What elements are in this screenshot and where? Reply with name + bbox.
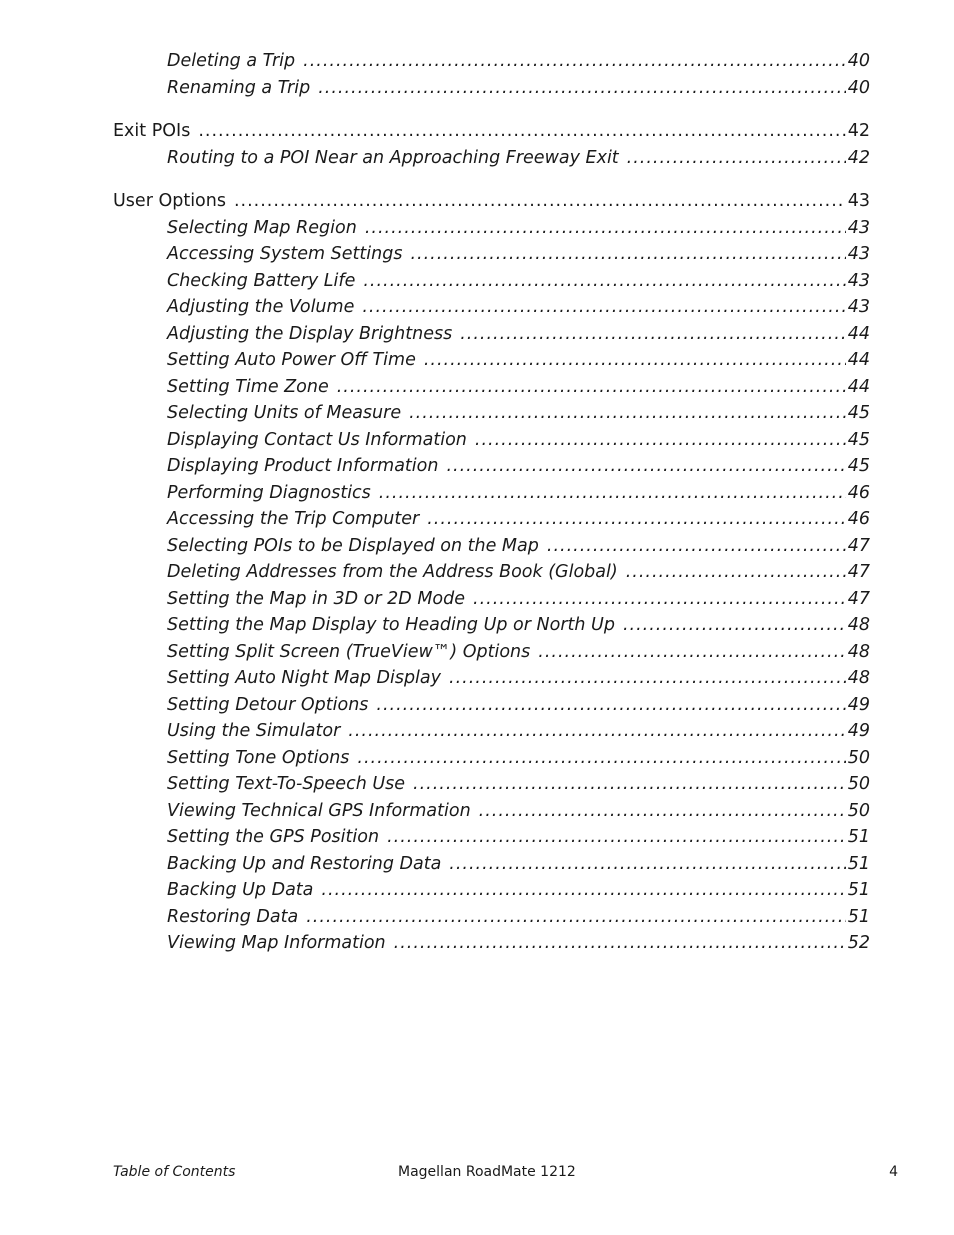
- toc-dot-leader: [449, 851, 845, 878]
- toc-dot-leader: [379, 480, 846, 507]
- toc-entry-page: 44: [847, 323, 870, 344]
- toc-entry-title: Displaying Product Information: [167, 456, 439, 476]
- toc-entry-title: Accessing System Settings: [167, 244, 403, 264]
- toc-subsection-entry[interactable]: [167, 241, 870, 268]
- toc-entry-title: Setting the Map Display to Heading Up or North Up: [167, 615, 615, 635]
- toc-dot-leader: [626, 559, 846, 586]
- toc-dot-leader: [409, 400, 846, 427]
- toc-entry-page: 43: [847, 191, 870, 211]
- toc-dot-leader: [538, 639, 845, 666]
- toc-entry-title: Routing to a POI Near an Approaching Freeway Exit: [167, 147, 619, 168]
- toc-subsection-entry[interactable]: [167, 268, 870, 295]
- footer-page-number: 4: [889, 1164, 898, 1180]
- toc-group: [0, 118, 954, 171]
- toc-entry-page: 47: [847, 535, 870, 556]
- toc-entry-page: 43: [847, 217, 870, 238]
- toc-entry-page: 42: [847, 147, 870, 168]
- toc-subsection-entry[interactable]: [167, 612, 870, 639]
- toc-entry-page: 40: [847, 51, 870, 71]
- toc-entry-title: Using the Simulator: [167, 721, 341, 741]
- toc-dot-leader: [376, 692, 845, 719]
- toc-entry-title: Setting the GPS Position: [167, 827, 380, 847]
- toc-dot-leader: [473, 586, 846, 613]
- toc-entry-title: User Options: [113, 191, 226, 211]
- toc-entry-title: Setting the Map in 3D or 2D Mode: [167, 588, 466, 609]
- toc-subsection-entry[interactable]: [167, 145, 870, 172]
- toc-dot-leader: [623, 612, 846, 639]
- toc-entry-page: 49: [847, 721, 870, 741]
- toc-entry-title: Viewing Technical GPS Information: [167, 800, 471, 821]
- toc-entry-page: 47: [847, 588, 870, 609]
- toc-entry-title: Restoring Data: [167, 906, 299, 927]
- toc-subsection-entry[interactable]: [167, 559, 870, 586]
- toc-dot-leader: [394, 930, 846, 957]
- toc-subsection-entry[interactable]: [167, 639, 870, 666]
- toc-subsection-entry[interactable]: [167, 665, 870, 692]
- toc-entry-page: 50: [847, 800, 870, 821]
- toc-subsection-entry[interactable]: [167, 851, 870, 878]
- toc-dot-leader: [318, 75, 846, 102]
- toc-entry-title: Performing Diagnostics: [167, 482, 371, 503]
- toc-dot-leader: [446, 453, 845, 480]
- toc-dot-leader: [303, 48, 846, 75]
- page-footer: [113, 1163, 898, 1181]
- toc-dot-leader: [357, 745, 845, 772]
- toc-dot-leader: [424, 347, 846, 374]
- toc-entry-page: 51: [847, 880, 870, 900]
- toc-subsection-entry[interactable]: [167, 321, 870, 348]
- toc-entry-title: Setting Auto Power Off Time: [167, 350, 416, 370]
- toc-entry-title: Adjusting the Volume: [167, 297, 355, 317]
- toc-subsection-entry[interactable]: [167, 771, 870, 798]
- toc-entry-title: Checking Battery Life: [167, 270, 356, 291]
- toc-subsection-entry[interactable]: [167, 877, 870, 904]
- toc-entry-page: 40: [847, 77, 870, 98]
- toc-dot-leader: [337, 374, 846, 401]
- toc-dot-leader: [449, 665, 846, 692]
- toc-subsection-entry[interactable]: [167, 904, 870, 931]
- toc-entry-title: Accessing the Trip Computer: [167, 509, 420, 529]
- toc-entry-page: 45: [847, 429, 870, 450]
- toc-entry-page: 43: [847, 270, 870, 291]
- toc-entry-page: 50: [847, 747, 870, 768]
- toc-subsection-entry[interactable]: [167, 718, 870, 745]
- toc-entry-page: 47: [847, 562, 870, 582]
- toc-entry-page: 42: [847, 121, 870, 141]
- toc-group: [0, 48, 954, 101]
- toc-dot-leader: [475, 427, 846, 454]
- toc-dot-leader: [363, 268, 845, 295]
- toc-subsection-entry[interactable]: [167, 374, 870, 401]
- toc-entry-title: Exit POIs: [113, 121, 191, 141]
- footer-product-name: Magellan RoadMate 1212: [398, 1164, 576, 1180]
- toc-entry-page: 45: [847, 456, 870, 476]
- toc-dot-leader: [547, 533, 846, 560]
- toc-subsection-entry[interactable]: [167, 930, 870, 957]
- toc-dot-leader: [387, 824, 846, 851]
- toc-entry-title: Selecting Map Region: [167, 217, 357, 238]
- toc-entry-title: Setting Detour Options: [167, 694, 369, 715]
- toc-entry-page: 45: [847, 403, 870, 423]
- toc-dot-leader: [321, 877, 845, 904]
- toc-dot-leader: [365, 215, 846, 242]
- toc-entry-title: Selecting Units of Measure: [167, 403, 402, 423]
- toc-dot-leader: [460, 321, 846, 348]
- toc-dot-leader: [410, 241, 845, 268]
- toc-entry-page: 51: [847, 906, 870, 927]
- toc-entry-page: 48: [847, 668, 870, 688]
- toc-subsection-entry[interactable]: [167, 347, 870, 374]
- toc-dot-leader: [427, 506, 846, 533]
- toc-subsection-entry[interactable]: [167, 692, 870, 719]
- toc-dot-leader: [234, 188, 846, 215]
- toc-dot-leader: [348, 718, 845, 745]
- toc-entry-title: Selecting POIs to be Displayed on the Map: [167, 535, 539, 556]
- toc-subsection-entry[interactable]: [167, 427, 870, 454]
- toc-subsection-entry[interactable]: [167, 506, 870, 533]
- footer-section-title: Table of Contents: [113, 1164, 236, 1180]
- toc-subsection-entry[interactable]: [167, 453, 870, 480]
- toc-dot-leader: [306, 904, 846, 931]
- toc-entry-title: Setting Auto Night Map Display: [167, 668, 441, 688]
- toc-entry-page: 48: [847, 641, 870, 662]
- toc-section-entry[interactable]: [113, 188, 870, 215]
- toc-entry-page: 46: [847, 482, 870, 503]
- toc-subsection-entry[interactable]: [167, 586, 870, 613]
- toc-entry-title: Backing Up Data: [167, 880, 314, 900]
- toc-subsection-entry[interactable]: [167, 824, 870, 851]
- toc-group: [0, 188, 954, 957]
- toc-entry-title: Deleting Addresses from the Address Book (Global): [167, 562, 618, 582]
- toc-entry-page: 44: [847, 376, 870, 397]
- toc-entry-page: 51: [847, 827, 870, 847]
- toc-dot-leader: [362, 294, 845, 321]
- toc-subsection-entry[interactable]: [167, 294, 870, 321]
- toc-entry-title: Setting Split Screen (TrueView™) Options: [167, 641, 531, 662]
- toc-entry-page: 52: [847, 933, 870, 953]
- toc-entry-title: Backing Up and Restoring Data: [167, 853, 442, 874]
- toc-entry-page: 49: [847, 694, 870, 715]
- toc-subsection-entry[interactable]: [167, 798, 870, 825]
- toc-subsection-entry[interactable]: [167, 75, 870, 102]
- toc-subsection-entry[interactable]: [167, 400, 870, 427]
- toc-subsection-entry[interactable]: [167, 480, 870, 507]
- toc-entry-title: Deleting a Trip: [167, 51, 296, 71]
- toc-entry-page: 43: [847, 297, 870, 317]
- toc-entry-page: 46: [847, 509, 870, 529]
- toc-subsection-entry[interactable]: [167, 745, 870, 772]
- toc-entry-title: Setting Time Zone: [167, 376, 329, 397]
- toc-entry-title: Renaming a Trip: [167, 77, 311, 98]
- toc-entry-page: 51: [847, 853, 870, 874]
- toc-entry-page: 50: [847, 774, 870, 794]
- toc-dot-leader: [198, 118, 845, 145]
- toc-entry-page: 43: [847, 244, 870, 264]
- toc-section-entry[interactable]: [113, 118, 870, 145]
- table-of-contents: [0, 48, 954, 974]
- toc-dot-leader: [479, 798, 846, 825]
- toc-entry-title: Viewing Map Information: [167, 933, 386, 953]
- toc-dot-leader: [627, 145, 846, 172]
- toc-subsection-entry[interactable]: [167, 48, 870, 75]
- toc-subsection-entry[interactable]: [167, 215, 870, 242]
- toc-entry-page: 44: [847, 350, 870, 370]
- toc-entry-title: Adjusting the Display Brightness: [167, 323, 453, 344]
- toc-entry-page: 48: [847, 615, 870, 635]
- toc-subsection-entry[interactable]: [167, 533, 870, 560]
- toc-entry-title: Displaying Contact Us Information: [167, 429, 467, 450]
- toc-entry-title: Setting Tone Options: [167, 747, 350, 768]
- toc-entry-title: Setting Text-To-Speech Use: [167, 774, 406, 794]
- toc-dot-leader: [413, 771, 846, 798]
